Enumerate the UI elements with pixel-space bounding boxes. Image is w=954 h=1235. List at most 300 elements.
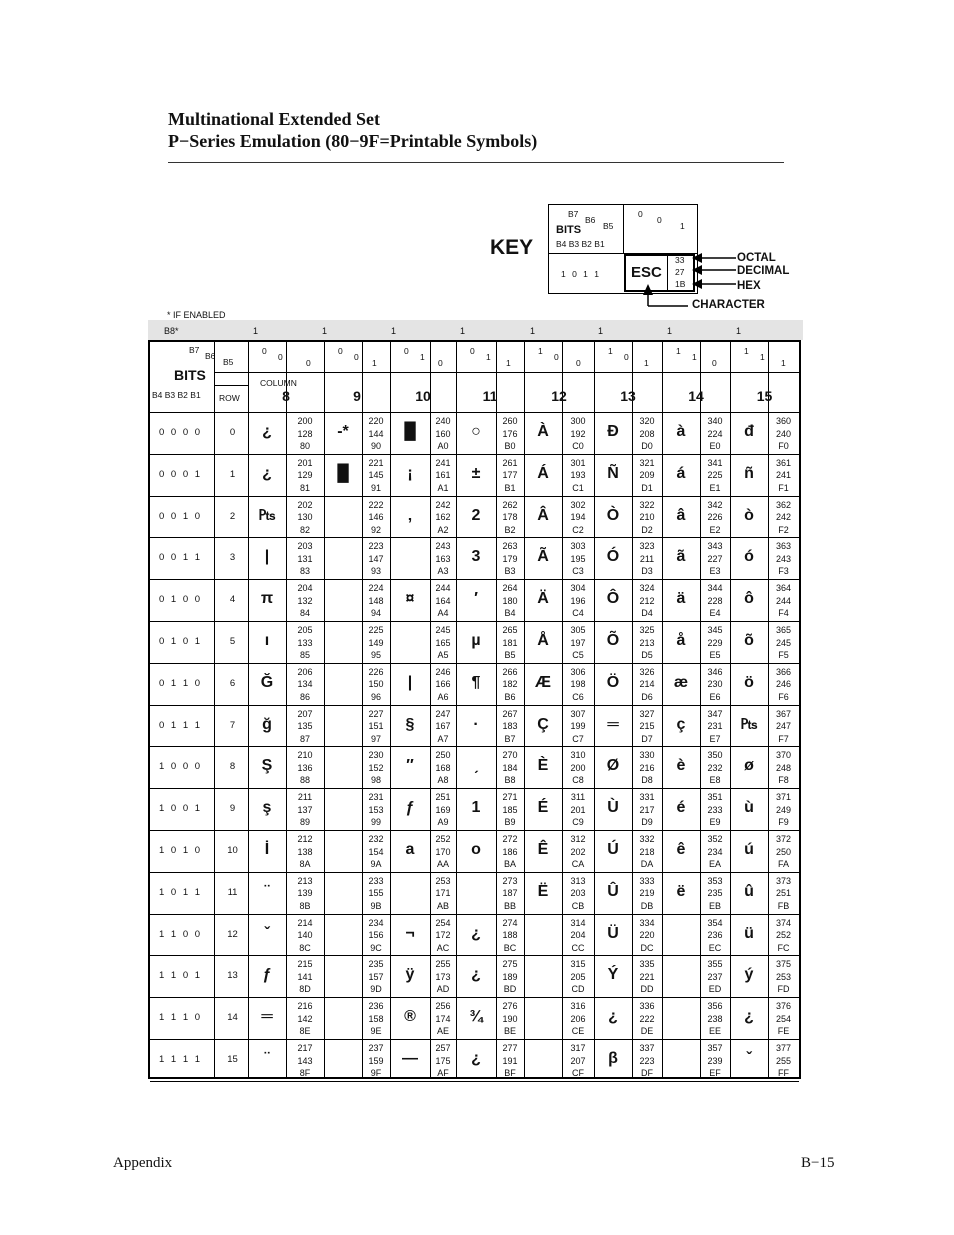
decimal-code: 244 [775, 595, 792, 606]
hex-code: 8C [299, 942, 311, 953]
glyph: ã [676, 548, 686, 566]
decimal-code: 197 [570, 637, 586, 648]
octal-code: 357 [707, 1043, 723, 1053]
hex-code: 9B [370, 900, 382, 911]
decimal-code: 239 [707, 1055, 723, 1066]
octal-code: 250 [435, 750, 451, 761]
code-cell [362, 749, 390, 787]
glyph: á [676, 464, 686, 482]
hex-code: A9 [437, 817, 449, 828]
code-cell [632, 749, 662, 787]
octal-code: 277 [502, 1043, 518, 1053]
octal-code: 233 [368, 875, 384, 886]
key-label-hex: HEX [737, 280, 761, 292]
code-cell [562, 499, 594, 537]
row-bits: 0 0 0 1 [159, 468, 203, 480]
octal-code: 335 [639, 959, 655, 970]
octal-code: 362 [775, 499, 792, 510]
code-cell [562, 917, 594, 955]
decimal-code: 142 [297, 1013, 313, 1024]
hex-code: A0 [437, 441, 449, 451]
hex-code: 9F [370, 1068, 382, 1078]
column-number: 11 [482, 388, 498, 404]
decimal-code: 229 [707, 637, 723, 648]
glyph: ₧ [740, 715, 758, 733]
column-number: 15 [756, 388, 773, 404]
hex-code: D4 [641, 608, 653, 619]
hex-code: F3 [778, 566, 789, 577]
row-bits: 0 1 1 1 [159, 719, 203, 731]
code-cell [286, 1042, 324, 1080]
key-top-bit: 0 [638, 209, 643, 219]
column-bit: 0 [554, 352, 559, 362]
glyph: · [473, 715, 479, 733]
code-cell [362, 540, 390, 578]
hex-code: 96 [370, 691, 381, 702]
row-number: 1 [229, 468, 236, 480]
decimal-code: 237 [707, 971, 723, 982]
glyph: Ô [606, 590, 620, 608]
code-cell [768, 749, 799, 787]
column-bit: 0 [470, 346, 475, 356]
b8-value: 1 [667, 326, 673, 336]
octal-code: 237 [368, 1043, 384, 1053]
page-title-line2: P−Series Emulation (80−9F=Printable Symbols) [168, 131, 538, 151]
hex-code: A8 [437, 775, 449, 786]
hex-code: FB [777, 900, 790, 911]
row-number: 13 [227, 970, 238, 982]
glyph: æ [673, 673, 689, 691]
glyph: ú [744, 841, 754, 858]
octal-code: 251 [435, 792, 451, 803]
decimal-code: 253 [775, 971, 792, 982]
row-number: 2 [229, 510, 236, 522]
hex-code: 8D [299, 984, 311, 995]
hex-code: EC [708, 942, 722, 953]
code-cell [562, 624, 594, 662]
grid-line [524, 342, 525, 1077]
hex-code: CA [571, 859, 585, 869]
column-bit: 1 [420, 352, 425, 362]
key-label-character: CHARACTER [692, 299, 765, 311]
glyph: µ [471, 632, 481, 649]
hex-code: CB [571, 900, 585, 911]
column-bit: 0 [438, 358, 443, 368]
code-cell [632, 833, 662, 871]
decimal-code: 206 [570, 1013, 586, 1024]
hex-code: E9 [709, 817, 721, 828]
octal-code: 222 [368, 499, 384, 510]
glyph: ═ [261, 1008, 273, 1026]
glyph: | [264, 548, 270, 566]
decimal-code: 181 [502, 637, 518, 648]
decimal-code: 180 [502, 595, 518, 606]
octal-code: 324 [639, 583, 655, 594]
decimal-code: 220 [639, 930, 655, 941]
octal-code: 206 [297, 666, 313, 677]
row-bits: 1 1 1 0 [159, 1012, 203, 1024]
glyph: ‚ [407, 506, 413, 524]
octal-code: 216 [297, 1001, 313, 1012]
grid-line [150, 705, 799, 706]
octal-code: 304 [570, 583, 586, 594]
glyph: — [402, 1050, 418, 1067]
hex-code: 82 [299, 524, 310, 535]
hex-code: 8A [299, 859, 311, 869]
grid-line [214, 372, 799, 373]
octal-code: 314 [570, 917, 586, 928]
hex-code: DB [640, 900, 654, 911]
code-cell [700, 666, 730, 704]
code-cell [286, 1000, 324, 1038]
code-cell [562, 582, 594, 620]
octal-code: 327 [639, 708, 655, 719]
hex-code: DA [640, 859, 654, 869]
glyph: à [676, 423, 686, 440]
octal-code: 323 [639, 541, 655, 552]
decimal-code: 199 [570, 721, 586, 732]
key-char: ESC [631, 264, 662, 281]
row-bits: 1 1 1 1 [159, 1054, 203, 1065]
octal-code: 374 [775, 917, 792, 928]
glyph: Ë [537, 882, 549, 900]
octal-code: 346 [707, 666, 723, 677]
code-cell [700, 624, 730, 662]
octal-code: 254 [435, 917, 451, 928]
decimal-code: 187 [502, 888, 518, 899]
key-hex: 1B [675, 279, 686, 289]
hex-code: E3 [709, 566, 721, 577]
row-number: 6 [229, 677, 236, 689]
octal-code: 313 [570, 875, 586, 886]
decimal-code: 242 [775, 512, 792, 523]
octal-code: 361 [775, 457, 792, 468]
key-top-bit: 1 [680, 221, 685, 231]
code-cell [286, 917, 324, 955]
hdr-b-low: B4 B3 B2 B1 [152, 390, 201, 400]
code-cell [362, 415, 390, 453]
octal-code: 210 [297, 750, 313, 761]
column-number: 12 [551, 388, 567, 404]
code-cell [430, 1000, 456, 1038]
octal-code: 336 [639, 1001, 655, 1012]
hex-code: 80 [299, 441, 310, 451]
octal-code: 352 [707, 834, 723, 844]
octal-code: 276 [502, 1001, 518, 1012]
page-title-line1: Multinational Extended Set [168, 109, 381, 129]
decimal-code: 251 [775, 888, 792, 899]
code-cell [362, 1042, 390, 1080]
octal-code: 240 [435, 416, 451, 426]
decimal-code: 241 [775, 470, 792, 481]
hex-code: B9 [504, 817, 516, 828]
code-cell [562, 540, 594, 578]
grid-line [150, 955, 799, 956]
hex-code: DD [640, 984, 654, 995]
hex-code: EB [708, 900, 721, 911]
glyph: β [608, 1050, 618, 1067]
code-cell [496, 917, 524, 955]
glyph: ¿ [471, 1050, 481, 1067]
hex-code: B1 [504, 482, 516, 493]
hex-code: 90 [370, 441, 381, 451]
glyph: Ù [607, 799, 619, 817]
glyph: ¿ [471, 966, 481, 984]
b8-value: 1 [530, 326, 536, 336]
hex-code: 87 [299, 733, 310, 744]
b8-label: B8* [164, 326, 179, 336]
octal-code: 217 [297, 1043, 313, 1053]
hex-code: 94 [370, 608, 381, 619]
code-cell [700, 958, 730, 996]
decimal-code: 201 [570, 804, 586, 815]
code-cell [362, 917, 390, 955]
hex-code: A7 [437, 733, 449, 744]
hdr-column-label: COLUMN [260, 378, 297, 388]
glyph: å [676, 632, 686, 649]
code-cell [768, 917, 799, 955]
decimal-code: 211 [639, 553, 655, 564]
column-bit: 1 [372, 358, 377, 368]
hex-code: BD [503, 984, 517, 995]
hex-code: C6 [572, 691, 584, 702]
code-cell [700, 833, 730, 871]
octal-code: 201 [297, 457, 313, 468]
octal-code: 370 [775, 750, 792, 761]
column-bit: 0 [338, 346, 343, 356]
glyph: ○ [471, 423, 481, 440]
hex-code: DC [640, 942, 654, 953]
decimal-code: 175 [435, 1055, 451, 1066]
glyph: ş [262, 799, 272, 817]
grid-line [150, 496, 799, 497]
glyph: ¨ [264, 882, 270, 900]
hex-code: F7 [778, 733, 789, 744]
decimal-code: 185 [502, 804, 518, 815]
column-bit: 0 [262, 346, 267, 356]
glyph: ó [744, 548, 754, 566]
octal-code: 333 [639, 875, 655, 886]
code-cell [430, 457, 456, 495]
code-cell [768, 791, 799, 829]
decimal-code: 145 [368, 470, 384, 481]
code-cell [632, 917, 662, 955]
octal-code: 302 [570, 499, 586, 510]
decimal-code: 138 [297, 846, 313, 857]
octal-code: 341 [707, 457, 723, 468]
code-cell [286, 624, 324, 662]
hex-code: 9C [370, 942, 382, 953]
hex-code: AB [436, 900, 449, 911]
code-cell [700, 749, 730, 787]
glyph: π [260, 590, 274, 608]
code-cell [496, 749, 524, 787]
hex-code: BA [503, 859, 516, 869]
octal-code: 344 [707, 583, 723, 594]
decimal-code: 195 [570, 553, 586, 564]
column-bit: 1 [760, 352, 765, 362]
octal-code: 345 [707, 625, 723, 635]
decimal-code: 198 [570, 679, 586, 690]
decimal-code: 166 [435, 679, 451, 690]
hex-code: 97 [370, 733, 381, 744]
decimal-code: 137 [297, 804, 313, 815]
octal-code: 337 [639, 1043, 655, 1053]
octal-code: 271 [502, 792, 518, 803]
glyph: â [676, 506, 686, 524]
decimal-code: 213 [639, 637, 655, 648]
code-cell [632, 708, 662, 746]
decimal-code: 144 [368, 428, 384, 439]
code-cell [768, 833, 799, 871]
code-cell [632, 666, 662, 704]
column-bit: 0 [576, 358, 581, 368]
hex-code: BE [503, 1026, 516, 1037]
octal-code: 325 [639, 625, 655, 635]
code-cell [496, 540, 524, 578]
code-cell [632, 791, 662, 829]
hex-code: E4 [709, 608, 721, 619]
hex-code: FD [777, 984, 790, 995]
glyph: ¿ [744, 1008, 754, 1026]
glyph: À [537, 423, 549, 440]
octal-code: 224 [368, 583, 384, 594]
glyph: Æ [535, 673, 551, 691]
octal-code: 264 [502, 583, 518, 594]
glyph: İ [264, 841, 270, 858]
decimal-code: 254 [775, 1013, 792, 1024]
code-cell [430, 791, 456, 829]
code-cell [562, 958, 594, 996]
decimal-code: 184 [502, 762, 518, 773]
code-cell [768, 666, 799, 704]
hex-code: CC [571, 942, 585, 953]
decimal-code: 233 [707, 804, 723, 815]
decimal-code: 157 [368, 971, 384, 982]
code-cell [768, 457, 799, 495]
code-cell [496, 1042, 524, 1080]
hex-code: B2 [504, 524, 516, 535]
octal-code: 363 [775, 541, 792, 552]
b8-value: 1 [322, 326, 328, 336]
grid-line [150, 997, 799, 998]
octal-code: 221 [368, 457, 384, 468]
code-cell [632, 457, 662, 495]
code-cell [430, 833, 456, 871]
code-cell [286, 582, 324, 620]
code-cell [768, 499, 799, 537]
row-bits: 1 1 0 1 [159, 970, 203, 982]
code-cell [700, 875, 730, 913]
column-bit: 0 [624, 352, 629, 362]
column-bit: 0 [306, 358, 311, 368]
column-number: 9 [353, 388, 361, 404]
code-cell [496, 666, 524, 704]
hex-code: E7 [709, 733, 721, 744]
hex-code: 86 [299, 691, 310, 702]
octal-code: 227 [368, 708, 384, 719]
code-cell [286, 708, 324, 746]
code-cell [562, 833, 594, 871]
decimal-code: 252 [775, 930, 792, 941]
hex-code: ED [708, 984, 722, 995]
row-number: 14 [227, 1012, 238, 1024]
decimal-code: 247 [775, 721, 792, 732]
code-cell [562, 415, 594, 453]
octal-code: 204 [297, 583, 313, 594]
hex-code: BB [503, 900, 516, 911]
hex-code: F2 [778, 524, 789, 535]
code-cell [562, 749, 594, 787]
hex-code: C7 [572, 733, 584, 744]
decimal-code: 163 [435, 553, 451, 564]
row-number: 4 [229, 594, 236, 606]
glyph: a [405, 841, 415, 858]
hex-code: D5 [641, 650, 653, 660]
octal-code: 242 [435, 499, 451, 510]
hex-code: F5 [778, 650, 789, 660]
decimal-code: 167 [435, 721, 451, 732]
decimal-code: 169 [435, 804, 451, 815]
decimal-code: 140 [297, 930, 313, 941]
key-b5: B5 [603, 221, 614, 231]
octal-code: 365 [775, 625, 792, 635]
row-number: 0 [229, 427, 236, 438]
decimal-code: 168 [435, 762, 451, 773]
decimal-code: 149 [368, 637, 384, 648]
glyph: ¨ [264, 1050, 270, 1067]
hex-code: B6 [504, 691, 516, 702]
grid-line [150, 914, 799, 915]
octal-code: 207 [297, 708, 313, 719]
code-cell [496, 791, 524, 829]
key-bits-label: BITS [556, 224, 582, 236]
code-cell [700, 1000, 730, 1038]
code-cell [632, 624, 662, 662]
octal-code: 334 [639, 917, 655, 928]
hdr-b5: B5 [223, 357, 234, 367]
decimal-code: 178 [502, 512, 518, 523]
code-cell [362, 1000, 390, 1038]
column-bit: 1 [781, 358, 786, 368]
code-cell [768, 540, 799, 578]
decimal-code: 235 [707, 888, 723, 899]
decimal-code: 136 [297, 762, 313, 773]
decimal-code: 133 [297, 637, 313, 648]
octal-code: 245 [435, 625, 451, 635]
code-cell [768, 1000, 799, 1038]
decimal-code: 139 [297, 888, 313, 899]
decimal-code: 193 [570, 470, 586, 481]
hex-code: B5 [504, 650, 516, 660]
column-number: 8 [282, 388, 290, 404]
glyph: ″ [406, 757, 414, 775]
hex-code: 91 [370, 482, 381, 493]
decimal-code: 150 [368, 679, 384, 690]
key-b6: B6 [585, 215, 596, 225]
glyph: Å [537, 632, 549, 649]
column-number: 10 [415, 388, 431, 404]
decimal-code: 161 [435, 470, 451, 481]
hex-code: FF [778, 1068, 789, 1078]
octal-code: 225 [368, 625, 384, 635]
code-cell [362, 499, 390, 537]
glyph: █ [337, 464, 349, 482]
hex-code: AE [436, 1026, 449, 1037]
glyph: ğ [262, 715, 272, 733]
code-cell [496, 415, 524, 453]
decimal-code: 217 [639, 804, 655, 815]
